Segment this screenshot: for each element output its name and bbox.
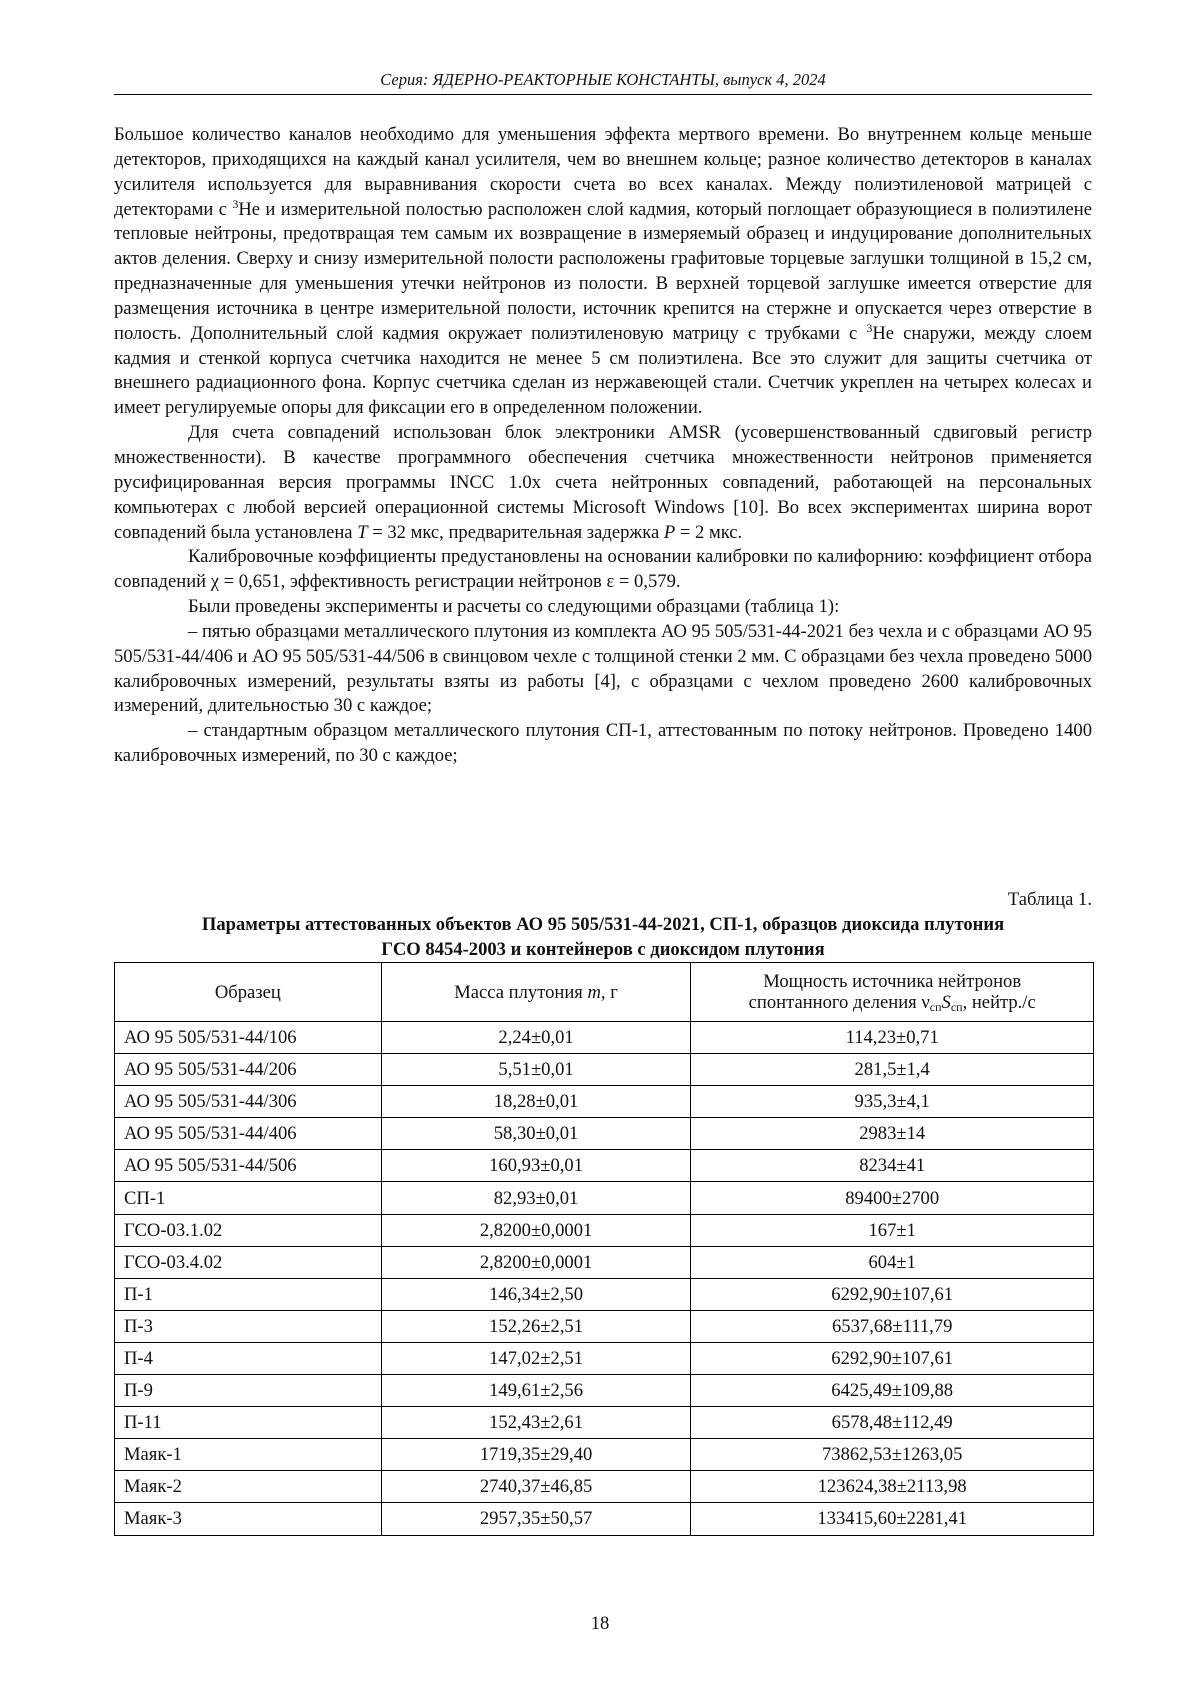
table-row	[115, 1214, 1094, 1246]
cell-sample: Маяк-2	[115, 1471, 382, 1503]
table-title-line2: ГСО 8454-2003 и контейнеров с диоксидом плутония	[381, 939, 825, 960]
cell-sample: Маяк-3	[115, 1503, 382, 1535]
table-row	[115, 1310, 1094, 1342]
cell-sample: СП-1	[115, 1182, 382, 1214]
table-row	[115, 1150, 1094, 1182]
cell-mass: 18,28±0,01	[381, 1086, 691, 1118]
cell-sample: АО 95 505/531-44/506	[115, 1150, 382, 1182]
cell-neutron-power: 133415,60±2281,41	[691, 1503, 1094, 1535]
cell-neutron-power: 167±1	[691, 1214, 1094, 1246]
list-item-standard-sample: – стандартным образцом металлического плутония СП-1, аттестованным по потоку нейтронов. Проведено 1400 калибровочных измерений, по 30 с каждое;	[114, 720, 1092, 767]
table-row	[115, 1086, 1094, 1118]
cell-neutron-power: 281,5±1,4	[691, 1054, 1094, 1086]
table-header-row	[115, 963, 1094, 1022]
cell-neutron-power: 6537,68±111,79	[691, 1310, 1094, 1342]
cell-mass: 58,30±0,01	[381, 1118, 691, 1150]
table-row	[115, 1022, 1094, 1054]
table-row	[115, 1246, 1094, 1278]
cell-sample: П-11	[115, 1407, 382, 1439]
paragraph-experiments: Были проведены эксперименты и расчеты со следующими образцами (таблица 1):	[188, 596, 840, 618]
paragraph-calibration: Калибровочные коэффициенты предустановлены на основании калибровки по калифорнию: коэффициент отбора совпадений χ = 0,651, эффективность регистрации нейтронов ε = 0,579.	[114, 546, 1092, 593]
cell-neutron-power: 935,3±4,1	[691, 1086, 1094, 1118]
header-sample: Образец	[115, 963, 382, 1022]
table-row	[115, 1118, 1094, 1150]
cell-mass: 2957,35±50,57	[381, 1503, 691, 1535]
cell-sample: П-3	[115, 1310, 382, 1342]
var-T: T	[357, 521, 368, 543]
cell-neutron-power: 123624,38±2113,98	[691, 1471, 1094, 1503]
cell-neutron-power: 6425,49±109,88	[691, 1375, 1094, 1407]
cell-mass: 2,24±0,01	[381, 1022, 691, 1054]
cell-neutron-power: 6292,90±107,61	[691, 1342, 1094, 1374]
cell-mass: 152,43±2,61	[381, 1407, 691, 1439]
cell-neutron-power: 89400±2700	[691, 1182, 1094, 1214]
paragraph-detector-description: Большое количество каналов необходимо для уменьшения эффекта мертвого времени. Во внутреннем кольце меньше детекторов, приходящихся на каждый канал усилителя, чем во внешнем кольце; разное количество детекторов в каналах усилителя используется для выравнивания скорости счета во всех каналах. Между полиэтиленовой матрицей с детекторами с $^3$He и измерительной полостью расположен слой кадмия, который поглощает образующиеся в полиэтилене тепловые нейтроны, предотвращая тем самым их возвращение в измеряемый образец и индуцирование дополнительных актов деления. Сверху и снизу измерительной полости расположены графитовые торцевые заглушки толщиной в 15,2 см, предназначенные для уменьшения утечки нейтронов из полости. В верхней торцевой заглушке имеется отверстие для размещения источника в центре измерительной полости, источник крепится на стержне и опускается через отверстие в полость. Дополнительный слой кадмия окружает полиэтиленовую матрицу с трубками с $^3$He снаружи, между слоем кадмия и стенкой корпуса счетчика находится не менее 5 см полиэтилена. Все это служит для защиты счетчика от внешнего радиационного фона. Корпус счетчика сделан из нержавеющей стали. Счетчик укреплен на четырех колесах и имеет регулируемые опоры для фиксации его в определенном положении.	[114, 124, 1093, 419]
cell-sample: ГСО-03.1.02	[115, 1214, 382, 1246]
list-item-samples-set: – пятью образцами металлического плутония из комплекта АО 95 505/531-44-2021 без чехла и с образцами АО 95 505/531-44/406 и АО 95 505/531-44/506 в свинцовом чехле с толщиной стенки 2 мм. С образцами без чехла проведено 5000 калибровочных измерений, результаты взяты из работы [4], с образцами с чехлом проведено 2600 калибровочных измерений, длительностью 30 с каждое;	[114, 620, 1092, 717]
cell-neutron-power: 114,23±0,71	[691, 1022, 1094, 1054]
table-row	[115, 1471, 1094, 1503]
cell-mass: 82,93±0,01	[381, 1182, 691, 1214]
cell-mass: 147,02±2,51	[381, 1342, 691, 1374]
var-P: P	[663, 521, 676, 543]
table-row	[115, 1278, 1094, 1310]
cell-mass: 2,8200±0,0001	[381, 1246, 691, 1278]
cell-mass: 2,8200±0,0001	[381, 1214, 691, 1246]
cell-sample: П-4	[115, 1342, 382, 1374]
cell-neutron-power: 2983±14	[691, 1118, 1094, 1150]
paragraph-electronics: Для счета совпадений использован блок электроники AMSR (усовершенствованный сдвиговый регистр множественности). В качестве программного обеспечения счетчика множественности нейтронов применяется русифицированная версия программы INCC 1.0x счета нейтронных совпадений, работающей на персональных компьютерах с любой версией операционной системы Microsoft Windows [10]. Во всех экспериментах ширина ворот совпадений была установлена T = 32 мкс, предварительная задержка P = 2 мкс.	[114, 422, 1092, 543]
running-head: Серия: ЯДЕРНО-РЕАКТОРНЫЕ КОНСТАНТЫ, выпуск 4, 2024	[380, 70, 826, 89]
isotope-superscript: 3	[866, 320, 873, 335]
cell-sample: АО 95 505/531-44/206	[115, 1054, 382, 1086]
table-body	[115, 1022, 1094, 1536]
header-neutron-power: Мощность источника нейтронов спонтанного деления $\nu_{сп}S_{сп}$, нейтр./с	[691, 963, 1094, 1022]
cell-mass: 149,61±2,56	[381, 1375, 691, 1407]
table-row	[115, 1407, 1094, 1439]
cell-neutron-power: 6578,48±112,49	[691, 1407, 1094, 1439]
cell-sample: П-1	[115, 1278, 382, 1310]
cell-mass: 152,26±2,51	[381, 1310, 691, 1342]
cell-neutron-power: 8234±41	[691, 1150, 1094, 1182]
body-text	[114, 123, 1092, 769]
cell-sample: АО 95 505/531-44/306	[115, 1086, 382, 1118]
cell-sample: АО 95 505/531-44/406	[115, 1118, 382, 1150]
cell-sample: ГСО-03.4.02	[115, 1246, 382, 1278]
cell-sample: Маяк-1	[115, 1439, 382, 1471]
table-title-line1: Параметры аттестованных объектов АО 95 505/531-44-2021, СП-1, образцов диоксида плутония	[201, 914, 1005, 935]
table-row	[115, 1342, 1094, 1374]
table-row	[115, 1439, 1094, 1471]
data-table	[114, 962, 1094, 1536]
header-rule	[114, 94, 1092, 95]
cell-mass: 1719,35±29,40	[381, 1439, 691, 1471]
table-caption	[114, 888, 1092, 962]
cell-neutron-power: 73862,53±1263,05	[691, 1439, 1094, 1471]
table-row	[115, 1503, 1094, 1535]
cell-mass: 160,93±0,01	[381, 1150, 691, 1182]
table-label: Таблица 1.	[1007, 889, 1092, 910]
cell-mass: 2740,37±46,85	[381, 1471, 691, 1503]
header-mass: Масса плутония m, г	[381, 963, 691, 1022]
table-row	[115, 1182, 1094, 1214]
cell-mass: 5,51±0,01	[381, 1054, 691, 1086]
cell-mass: 146,34±2,50	[381, 1278, 691, 1310]
cell-neutron-power: 604±1	[691, 1246, 1094, 1278]
table-row	[115, 1054, 1094, 1086]
page-number: 18	[590, 1613, 610, 1634]
table-row	[115, 1375, 1094, 1407]
cell-neutron-power: 6292,90±107,61	[691, 1278, 1094, 1310]
cell-sample: АО 95 505/531-44/106	[115, 1022, 382, 1054]
isotope-superscript: 3	[232, 196, 239, 211]
cell-sample: П-9	[115, 1375, 382, 1407]
